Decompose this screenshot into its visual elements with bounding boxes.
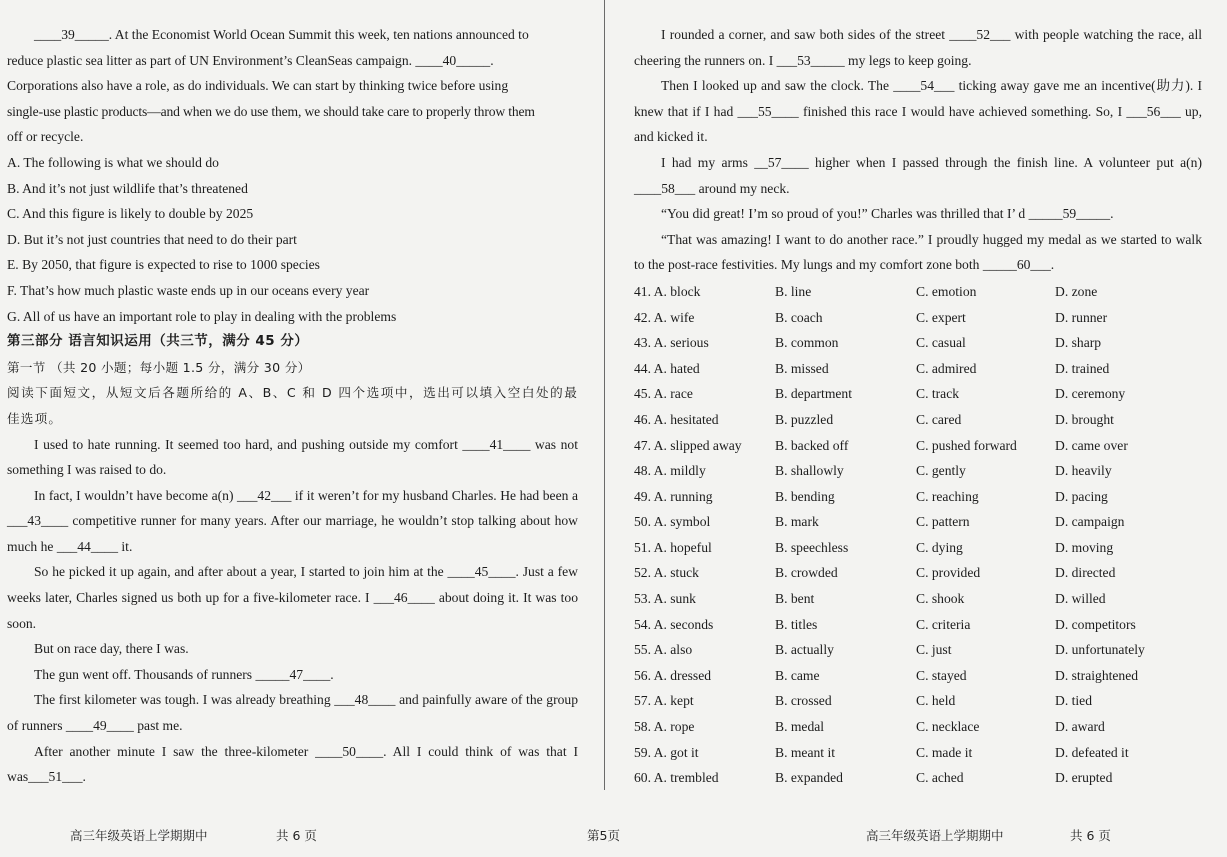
option-b: B. crowded: [775, 565, 838, 581]
option-c: C. criteria: [916, 616, 971, 632]
subsection-heading: 第一节 （共 20 小题；每小题 1.5 分，满分 30 分）: [7, 359, 311, 375]
option-d: D. award: [1055, 719, 1105, 735]
question-options-55: [634, 637, 1202, 663]
option-f: F. That’s how much plastic waste ends up in our oceans every year: [7, 282, 370, 298]
option-c: C. shook: [916, 591, 965, 607]
paragraph: I used to hate running. It seemed too hard, and pushing outside my comfort ____41____ was not something I was raised to do.: [7, 436, 578, 478]
answer-options-table: [634, 279, 1202, 791]
question-options-54: [634, 612, 1202, 638]
option-d: D. competitors: [1055, 616, 1136, 632]
option-a: 58. A. rope: [634, 719, 695, 735]
option-b: B. meant it: [775, 744, 836, 760]
option-b: B. medal: [775, 719, 825, 735]
footer-right-title: 高三年级英语上学期期中: [866, 828, 1004, 843]
option-b: B. backed off: [775, 437, 849, 453]
option-a: 51. A. hopeful: [634, 539, 712, 555]
option-d: D. sharp: [1055, 335, 1102, 351]
option-c: C. casual: [916, 335, 966, 351]
option-d: D. brought: [1055, 411, 1114, 427]
option-c: C. made it: [916, 744, 973, 760]
option-c: C. stayed: [916, 667, 967, 683]
option-d: D. heavily: [1055, 463, 1112, 479]
option-b: B. bent: [775, 591, 815, 607]
option-a: 44. A. hated: [634, 360, 700, 376]
option-c: C. expert: [916, 309, 966, 325]
option-d: D. willed: [1055, 591, 1106, 607]
option-b: B. speechless: [775, 539, 849, 555]
option-b: B. department: [775, 386, 853, 402]
seven-choice-options: [7, 150, 578, 329]
option-c: C. dying: [916, 539, 963, 555]
paragraph: “That was amazing! I want to do another race.” I proudly hugged my medal as we started to walk to the post-race festivities. My lungs and my comfort zone both _____60___.: [634, 231, 1202, 273]
option-a: 46. A. hesitated: [634, 411, 719, 427]
question-options-57: [634, 688, 1202, 714]
paragraph: After another minute I saw the three-kilometer ____50____. All I could think of was that I was___51___.: [7, 743, 578, 785]
option-a: 59. A. got it: [634, 744, 699, 760]
option-b: B. common: [775, 335, 839, 351]
option-b: B. line: [775, 283, 812, 299]
footer-right-total: 共 6 页: [1070, 828, 1111, 843]
option-a: 43. A. serious: [634, 335, 709, 351]
option-c: C. And this figure is likely to double by 2025: [7, 206, 254, 222]
option-d: D. moving: [1055, 539, 1114, 555]
option-d: D. But it’s not just countries that need to do their part: [7, 231, 297, 247]
column-divider: [604, 0, 605, 790]
option-d: D. straightened: [1055, 667, 1139, 683]
footer-page-number: 第5页: [587, 828, 620, 843]
question-options-45: [634, 381, 1202, 407]
passage-line: off or recycle.: [7, 129, 84, 145]
option-b: B. mark: [775, 514, 819, 530]
option-d: D. trained: [1055, 360, 1110, 376]
option-c: C. pattern: [916, 514, 970, 530]
question-options-56: [634, 663, 1202, 689]
option-d: D. runner: [1055, 309, 1108, 325]
paragraph: The first kilometer was tough. I was already breathing ___48____ and painfully aware of the group of runners ____49____ past me.: [7, 692, 578, 734]
option-c: C. emotion: [916, 283, 977, 299]
question-options-50: [634, 509, 1202, 535]
passage-line: ____39_____. At the Economist World Ocean Summit this week, ten nations announced to: [34, 27, 529, 42]
question-options-52: [634, 560, 1202, 586]
option-a: 56. A. dressed: [634, 667, 712, 683]
option-a: 48. A. mildly: [634, 463, 706, 479]
option-c: C. provided: [916, 565, 981, 581]
left-column: [7, 22, 578, 790]
option-c: C. gently: [916, 463, 966, 479]
option-d: D. pacing: [1055, 488, 1108, 504]
question-options-53: [634, 586, 1202, 612]
option-b: B. coach: [775, 309, 823, 325]
question-options-41: [634, 279, 1202, 305]
section-heading: 第三部分 语言知识运用（共三节，满分 45 分）: [7, 333, 309, 350]
question-options-49: [634, 484, 1202, 510]
question-options-43: [634, 330, 1202, 356]
paragraph: But on race day, there I was.: [34, 641, 189, 657]
option-g: G. All of us have an important role to play in dealing with the problems: [7, 308, 397, 324]
option-c: C. ached: [916, 770, 964, 786]
option-b: B. came: [775, 667, 820, 683]
question-options-48: [634, 458, 1202, 484]
option-a: 47. A. slipped away: [634, 437, 742, 453]
option-a: 49. A. running: [634, 488, 713, 504]
passage-39-40: [7, 22, 578, 150]
paragraph: I rounded a corner, and saw both sides of the street ____52___ with people watching the race, all cheering the runners on. I ___53_____ my legs to keep going.: [634, 27, 1202, 68]
footer-left-total: 共 6 页: [276, 828, 317, 843]
option-a: A. The following is what we should do: [7, 154, 219, 170]
option-d: D. ceremony: [1055, 386, 1126, 402]
option-d: D. defeated it: [1055, 744, 1129, 760]
passage-line: Corporations also have a role, as do individuals. We can start by thinking twice before using: [7, 78, 509, 94]
option-b: B. puzzled: [775, 411, 834, 427]
option-d: D. came over: [1055, 437, 1128, 453]
footer-left-title: 高三年级英语上学期期中: [70, 828, 208, 843]
option-c: C. reaching: [916, 488, 979, 504]
option-c: C. track: [916, 386, 960, 402]
option-b: B. shallowly: [775, 463, 844, 479]
option-d: D. campaign: [1055, 514, 1125, 530]
option-a: 57. A. kept: [634, 693, 694, 709]
option-a: 54. A. seconds: [634, 616, 714, 632]
option-a: 42. A. wife: [634, 309, 695, 325]
option-b: B. And it’s not just wildlife that’s threatened: [7, 180, 248, 196]
option-b: B. actually: [775, 642, 834, 658]
option-b: B. titles: [775, 616, 818, 632]
option-d: D. directed: [1055, 565, 1116, 581]
option-a: 45. A. race: [634, 386, 693, 402]
option-a: 53. A. sunk: [634, 591, 696, 607]
option-c: C. admired: [916, 360, 977, 376]
option-a: 55. A. also: [634, 642, 693, 658]
paragraph: I had my arms __57____ higher when I passed through the finish line. A volunteer put a(n) ____58___ around my neck.: [634, 154, 1202, 196]
option-c: C. pushed forward: [916, 437, 1017, 453]
passage-line: reduce plastic sea litter as part of UN Environment’s CleanSeas campaign. ____40_____.: [7, 52, 494, 68]
question-options-60: [634, 765, 1202, 791]
option-d: D. unfortunately: [1055, 642, 1145, 658]
option-b: B. missed: [775, 360, 829, 376]
option-c: C. cared: [916, 411, 962, 427]
option-a: 41. A. block: [634, 283, 701, 299]
option-b: B. crossed: [775, 693, 832, 709]
cloze-passage-left: [7, 432, 578, 790]
option-d: D. tied: [1055, 693, 1092, 709]
paragraph: So he picked it up again, and after about a year, I started to join him at the ____45____. Just a few weeks later, Charles signed us both up for a five-kilometer race. I ___46____ about doing it. It was too soon.: [7, 564, 578, 631]
option-c: C. necklace: [916, 719, 980, 735]
question-options-51: [634, 535, 1202, 561]
paragraph: The gun went off. Thousands of runners _____47____.: [34, 666, 334, 682]
right-column: [634, 22, 1202, 791]
option-c: C. just: [916, 642, 952, 658]
option-a: 50. A. symbol: [634, 514, 711, 530]
option-b: B. bending: [775, 488, 835, 504]
question-options-58: [634, 714, 1202, 740]
paragraph: Then I looked up and saw the clock. The ____54___ ticking away gave me an incentive(助力). I knew that if I had ___55____ finished this race I would have achieved something. So, I ___56___ up, and kicked it.: [634, 78, 1202, 145]
question-options-44: [634, 356, 1202, 382]
option-d: D. zone: [1055, 283, 1098, 299]
cloze-passage-right: [634, 22, 1202, 278]
question-options-42: [634, 305, 1202, 331]
option-c: C. held: [916, 693, 956, 709]
passage-line: single-use plastic products—and when we do use them, we should take care to properly throw them: [7, 103, 535, 119]
question-options-59: [634, 740, 1202, 766]
option-a: 52. A. stuck: [634, 565, 699, 581]
paragraph: “You did great! I’m so proud of you!” Charles was thrilled that I’ d _____59_____.: [661, 206, 1114, 222]
option-a: 60. A. trembled: [634, 770, 719, 786]
question-options-46: [634, 407, 1202, 433]
question-options-47: [634, 433, 1202, 459]
instructions: 阅读下面短文，从短文后各题所给的 A、B、C 和 D 四个选项中，选出可以填入空白处的最佳选项。: [7, 385, 578, 426]
option-e: E. By 2050, that figure is expected to rise to 1000 species: [7, 257, 320, 273]
option-d: D. erupted: [1055, 770, 1113, 786]
paragraph: In fact, I wouldn’t have become a(n) ___42___ if it weren’t for my husband Charles. He had been a ___43____ competitive runner for many years. After our marriage, he wouldn’t stop talking about how much he ___44____ it.: [7, 487, 578, 554]
option-b: B. expanded: [775, 770, 843, 786]
